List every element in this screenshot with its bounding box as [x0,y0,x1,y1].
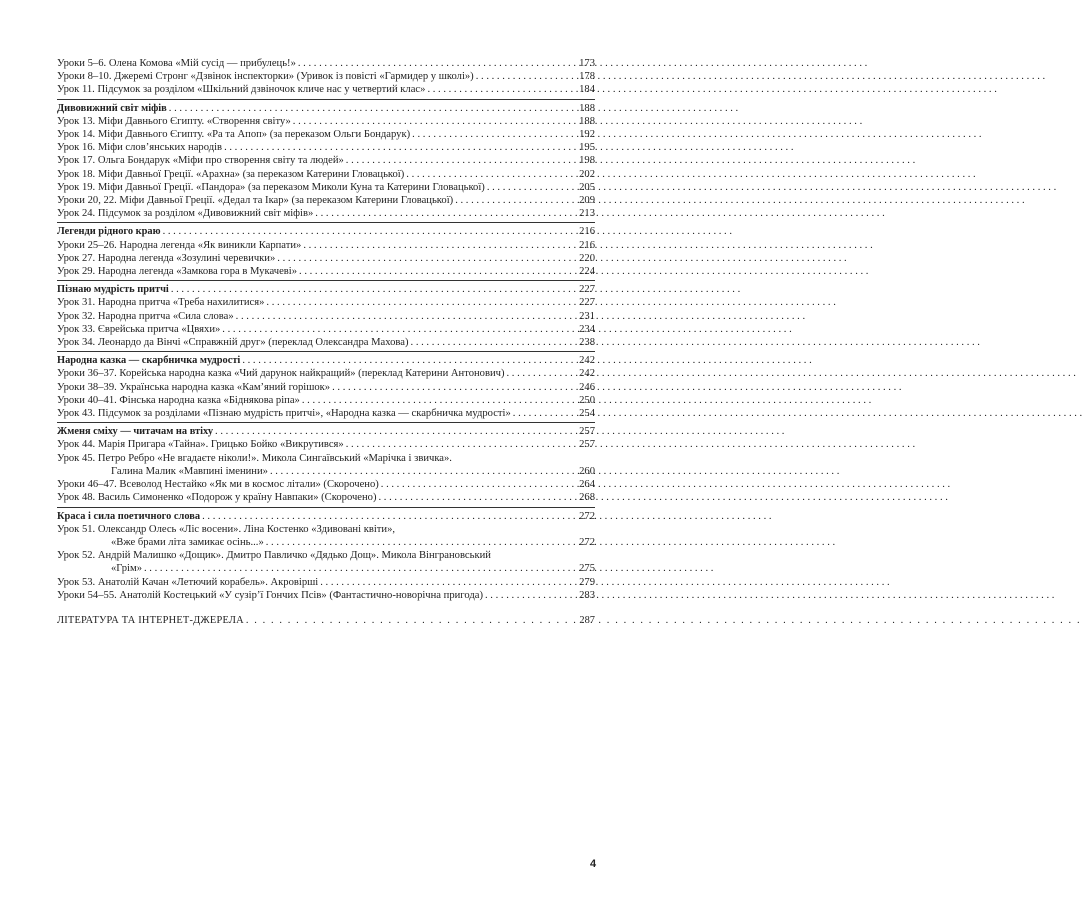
toc-entry[interactable] [57,207,595,220]
lesson-number: Уроки 38–39. [57,381,117,393]
section-title: Пізнаю мудрість притчі [57,284,169,296]
lesson-number: Урок 27. [57,252,96,264]
entry-title: Фінська народна казка «Біднякова ріпа» [119,394,300,406]
lesson-number: Уроки 25–26. [57,239,117,251]
entry-title: Петро Ребро «Не вгадаєте ніколи!». Микола Сингаївський «Марічка і звичка». [97,452,452,464]
section-title: Народна казка — скарбничка мудрості [57,355,241,367]
entry-title: Олександр Олесь «Ліс восени». Ліна Костенко «Здивовані квіти», [97,523,396,535]
lesson-number: Уроки 54–55. [57,589,117,601]
dot-leader [270,465,575,478]
literature-section [57,614,595,627]
page-ref: 216 [579,226,595,238]
lesson-number: Урок 33. [57,323,96,335]
toc-entry[interactable] [57,367,595,380]
page-ref: 202 [579,168,595,180]
toc-entry[interactable] [57,407,595,420]
toc-entry[interactable] [57,239,595,252]
page-ref: 220 [579,252,595,264]
page-ref: 227 [579,297,595,309]
toc-section [57,422,595,504]
dot-leader [266,536,575,549]
entry-title: Підсумок за розділом «Шкільний дзвіночок кличе нас у четвертий клас» [97,84,426,96]
dot-leader [406,168,575,181]
toc-entry[interactable] [57,252,595,265]
page-ref: 178 [579,71,595,83]
lesson-number: Урок 51. [57,523,96,535]
lesson-number: Уроки 36–37. [57,368,117,380]
page-ref: 209 [579,195,595,207]
entry-title: Корейська народна казка «Чий дарунок найкращий» (переклад Катерини Антонович) [119,368,505,380]
section-title: Дивовижний світ міфів [57,102,167,114]
lesson-number: Урок 34. [57,337,96,349]
toc-entry[interactable] [57,296,595,309]
dot-leader [222,323,575,336]
dot-leader [202,510,575,523]
entry-title: Українська народна казка «Кам’яний горішок» [119,381,331,393]
page-ref: 272 [579,510,595,522]
entry-title: «Вже брами літа замикає осінь...» [111,536,264,548]
lesson-number: Урок 19. [57,181,96,193]
toc-entry[interactable] [57,83,595,96]
entry-title: Підсумок за розділом «Дивовижний світ міфів» [97,208,314,220]
entry-title: Народна легенда «Як виникли Карпати» [119,239,302,251]
dot-leader [476,70,575,83]
lesson-number: Уроки 8–10. [57,71,112,83]
lesson-number: Урок 45. [57,452,96,464]
dot-leader [169,102,575,115]
entry-title: Міфи Давнього Єгипту. «Ра та Апоп» (за переказом Ольги Бондарук) [97,129,411,141]
page-ref: 242 [579,368,595,380]
dot-leader [412,128,575,141]
dot-leader [266,296,575,309]
page-ref: 242 [579,355,595,367]
dot-leader [144,562,575,575]
entry-title: Єврейська притча «Цвяхи» [97,323,221,335]
page-ref: 188 [579,102,595,114]
entry-title: Андрій Малишко «Дощик». Дмитро Павличко «Дядько Дощ». Микола Вінграновський [97,550,491,562]
entry-title: Міфи Давньої Греції. «Пандора» (за переказом Миколи Куна та Катерини Гловацької) [97,181,485,193]
page-ref: 287 [579,614,595,626]
toc-entry[interactable] [57,154,595,167]
page-ref: 257 [579,426,595,438]
toc-entry[interactable] [57,128,595,141]
lesson-number: Урок 13. [57,115,96,127]
page-ref: 234 [579,323,595,335]
toc-entry[interactable] [57,589,595,602]
dot-leader [293,115,575,128]
toc-entry[interactable] [57,70,595,83]
table-of-contents [57,57,595,627]
toc-entry-continuation[interactable] [57,536,595,549]
dot-leader [277,252,575,265]
page-ref: 192 [579,129,595,141]
page-ref: 231 [579,310,595,322]
lesson-number: Урок 29. [57,266,96,278]
toc-entry[interactable] [57,323,595,336]
lesson-number: Уроки 20, 22. [57,195,117,207]
dot-leader [485,589,575,602]
entry-title: Галина Малик «Мавпині іменини» [111,465,268,477]
toc-section [57,280,595,349]
page-ref: 205 [579,181,595,193]
toc-entry-continuation[interactable] [57,465,595,478]
lesson-number: Урок 43. [57,408,96,420]
entry-title: Джеремі Стронг «Дзвінок інспекторки» (Уривок із повісті «Гармидер у школі») [114,71,474,83]
entry-title: Підсумок за розділами «Пізнаю мудрість притчі», «Народна казка — скарбничка мудрості» [97,408,511,420]
dot-leader [171,283,575,296]
entry-title: Народна притча «Сила слова» [97,310,234,322]
literature-entry[interactable] [57,614,595,627]
page-ref: 213 [579,208,595,220]
lesson-number: Урок 24. [57,208,96,220]
lesson-number: Урок 31. [57,297,96,309]
dot-leader [411,336,575,349]
lesson-number: Уроки 5–6. [57,58,107,69]
dot-leader [246,614,575,627]
toc-entry[interactable] [57,491,595,504]
lesson-number: Урок 48. [57,492,96,504]
toc-entry[interactable] [57,141,595,154]
dot-leader [487,181,575,194]
page-ref: 279 [579,576,595,588]
entry-title: Міфи Давнього Єгипту. «Створення світу» [97,115,291,127]
toc-entry[interactable] [57,310,595,323]
toc-entry[interactable] [57,576,595,589]
page-ref: 188 [579,115,595,127]
page-ref: 264 [579,479,595,491]
dot-leader [242,354,575,367]
lesson-number: Уроки 40–41. [57,394,117,406]
toc-entry[interactable] [57,394,595,407]
entry-title: Марія Пригара «Тайна». Грицько Бойко «Викрутився» [97,439,344,451]
dot-leader [236,310,575,323]
entry-title: Анатолій Качан «Летючий корабель». Акровірші [97,576,319,588]
lesson-number: Урок 17. [57,155,96,167]
page-ref: 224 [579,266,595,278]
entry-title: Міфи слов’янських народів [97,142,223,154]
page-ref: 254 [579,408,595,420]
lesson-number: Урок 44. [57,439,96,451]
section-heading[interactable] [57,225,595,238]
toc-entry[interactable] [57,381,595,394]
lesson-number: Урок 11. [57,84,95,96]
toc-section [57,507,595,602]
section-heading[interactable] [57,102,595,115]
dot-leader [224,141,575,154]
dot-leader [315,207,575,220]
toc-entry[interactable] [57,181,595,194]
toc-section [57,351,595,420]
dot-leader [332,381,575,394]
page-ref: 272 [579,536,595,548]
entry-title: Всеволод Нестайко «Як ми в космос літали» (Скорочено) [119,479,379,491]
dot-leader [215,425,575,438]
entry-title: Леонардо да Вінчі «Справжній друг» (переклад Олександра Махова) [97,337,409,349]
toc-entry[interactable] [57,115,595,128]
toc-entry[interactable] [57,194,595,207]
page-ref: 246 [579,381,595,393]
page-ref: 184 [579,84,595,96]
page-ref: 257 [579,439,595,451]
toc-section [57,222,595,278]
page-ref: 283 [579,589,595,601]
section-heading[interactable] [57,510,595,523]
page-ref: 195 [579,142,595,154]
entry-title: Народна легенда «Зозулині черевички» [97,252,276,264]
dot-leader [346,438,575,451]
page-number: 4 [590,858,597,870]
entry-title: Міфи Давньої Греції. «Дедал та Ікар» (за переказом Катерини Гловацької) [119,195,454,207]
section-heading[interactable] [57,283,595,296]
dot-leader [299,265,575,278]
page-ref: 227 [579,284,595,296]
page-ref: 198 [579,155,595,167]
toc-entry[interactable] [57,452,595,465]
toc-entry-continuation[interactable] [57,562,595,575]
toc-entry[interactable] [57,57,595,70]
entry-title: Василь Симоненко «Подорож у країну Навпаки» (Скорочено) [97,492,377,504]
page-ref: 216 [579,239,595,251]
dot-leader [507,367,576,380]
lesson-number: Урок 32. [57,310,96,322]
toc-entry[interactable] [57,549,595,562]
toc-entry[interactable] [57,478,595,491]
lesson-number: Урок 53. [57,576,96,588]
lesson-number: Урок 18. [57,168,96,180]
toc-entry[interactable] [57,523,595,536]
lesson-number: Уроки 46–47. [57,479,117,491]
section-title: Жменя сміху — читачам на втіху [57,426,214,438]
literature-title: ЛІТЕРАТУРА ТА ІНТЕРНЕТ-ДЖЕРЕЛА [57,614,244,626]
entry-title: Олена Комова «Мій сусід — прибулець!» [108,58,296,69]
page-ref: 268 [579,492,595,504]
section-heading[interactable] [57,354,595,367]
dot-leader [379,491,576,504]
page-ref: 260 [579,465,595,477]
dot-leader [298,57,575,70]
section-heading[interactable] [57,425,595,438]
page-ref: 250 [579,394,595,406]
entry-title: Ольга Бондарук «Міфи про створення світу та людей» [97,155,344,167]
entry-title: Міфи Давньої Греції. «Арахна» (за переказом Катерини Гловацької) [97,168,405,180]
page-ref: 173 [579,58,595,69]
dot-leader [381,478,575,491]
entry-title: Народна легенда «Замкова гора в Мукачеві» [97,266,298,278]
lesson-number: Урок 52. [57,550,96,562]
lesson-number: Урок 16. [57,142,96,154]
toc-entry[interactable] [57,336,595,349]
toc-entry[interactable] [57,168,595,181]
dot-leader [455,194,575,207]
page-ref: 275 [579,563,595,575]
dot-leader [320,576,575,589]
entry-title: Анатолій Костецький «У сузір’ї Гончих Псів» (Фантастично-новорічна пригода) [119,589,483,601]
entry-title: Народна притча «Треба нахилитися» [97,297,265,309]
dot-leader [163,225,575,238]
toc-group [57,57,595,97]
dot-leader [346,154,575,167]
toc-entry[interactable] [57,438,595,451]
dot-leader [513,407,575,420]
section-title: Легенди рідного краю [57,226,161,238]
page-ref: 238 [579,337,595,349]
dot-leader [302,394,575,407]
dot-leader [427,83,575,96]
dot-leader [303,239,575,252]
section-title: Краса і сила поетичного слова [57,510,201,522]
lesson-number: Урок 14. [57,129,96,141]
toc-section [57,99,595,221]
toc-entry[interactable] [57,265,595,278]
entry-title: «Грім» [111,563,142,575]
